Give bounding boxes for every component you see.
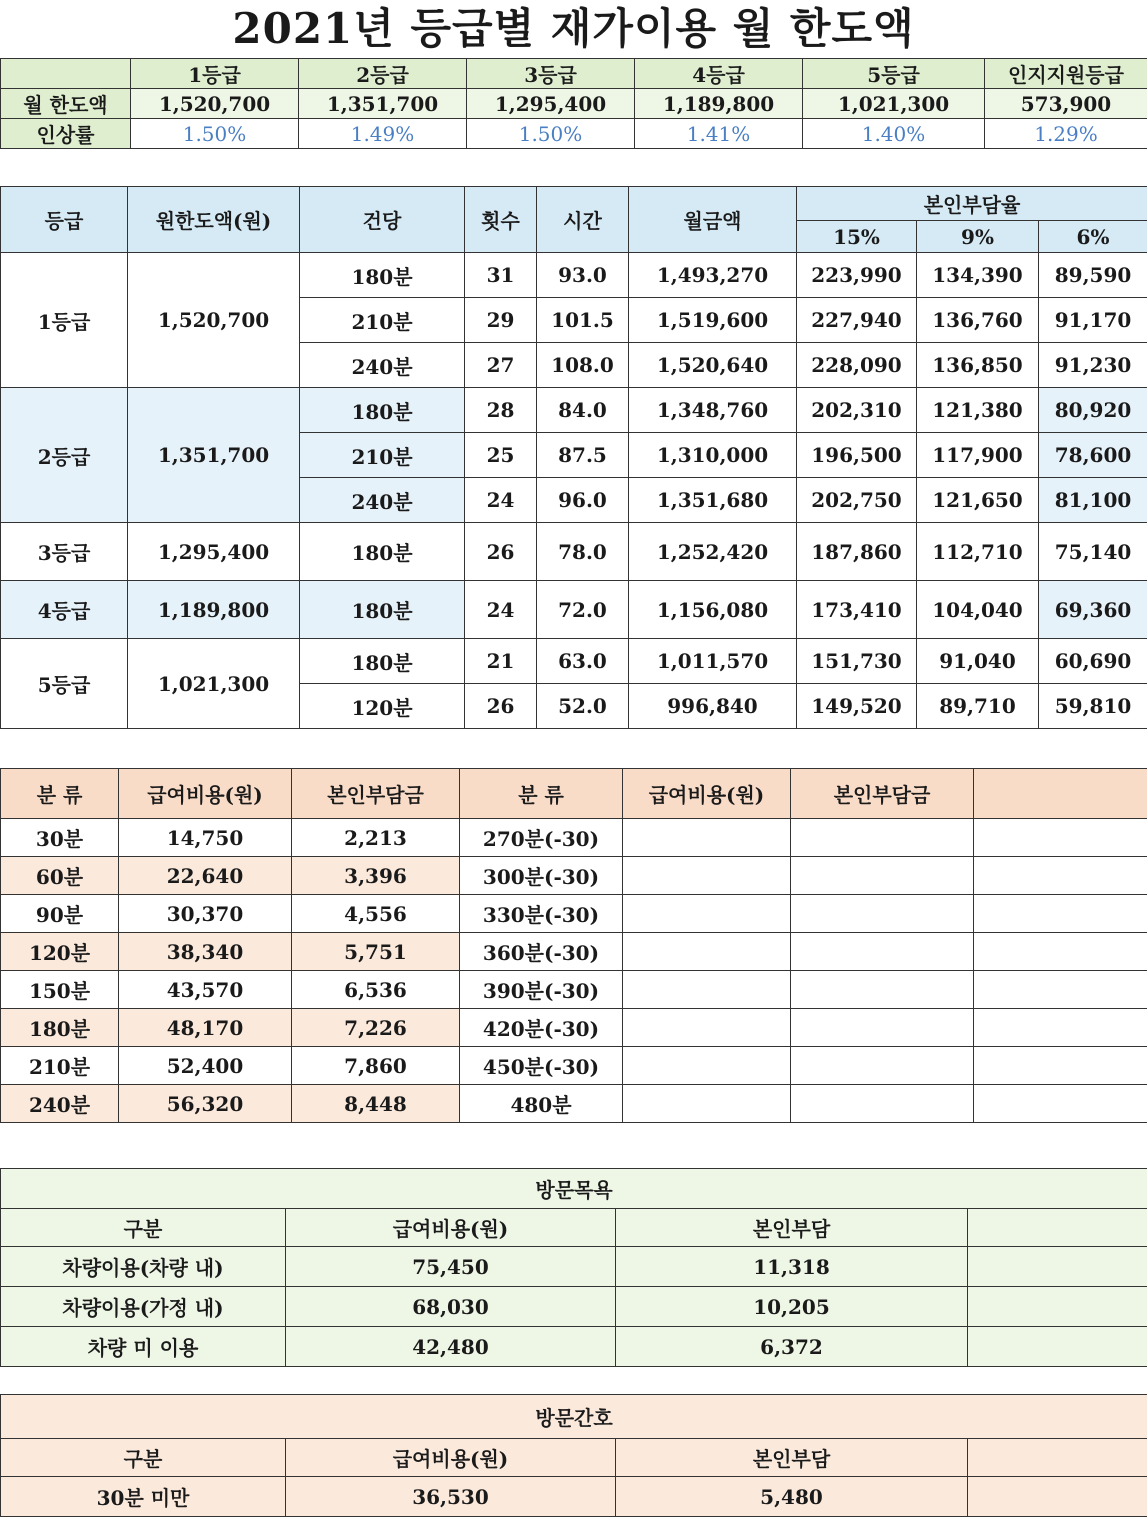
- header-blank: [974, 769, 1147, 819]
- benefit-cell: 52,400: [119, 1047, 292, 1085]
- copay-cell: 7,860: [292, 1047, 460, 1085]
- copay-6-cell: 69,360: [1039, 581, 1147, 639]
- time-cell: 96.0: [537, 478, 629, 523]
- count-cell: 28: [465, 388, 537, 433]
- copay-cell: 8,448: [292, 1085, 460, 1123]
- benefit-cell: 75,450: [286, 1247, 616, 1287]
- monthly-cell: 1,348,760: [629, 388, 797, 433]
- copay-cell: [791, 857, 974, 895]
- benefit-cell: 68,030: [286, 1287, 616, 1327]
- time-cell: 101.5: [537, 298, 629, 343]
- corner-cell: [1, 59, 131, 89]
- category-cell: 450분(-30): [460, 1047, 623, 1085]
- copay-9-cell: 121,380: [917, 388, 1039, 433]
- header-copay: 본인부담금: [292, 769, 460, 819]
- header-benefit: 급여비용(원): [119, 769, 292, 819]
- visit-nursing-table: [0, 1394, 1147, 1517]
- rate-value: 1.50%: [467, 119, 635, 149]
- monthly-cell: 1,493,270: [629, 253, 797, 298]
- count-cell: 31: [465, 253, 537, 298]
- header-copay: 본인부담: [616, 1439, 968, 1477]
- header-p15: 15%: [797, 221, 917, 253]
- header-count: 횟수: [465, 187, 537, 253]
- benefit-cell: [623, 933, 791, 971]
- header-category: 분 류: [460, 769, 623, 819]
- rate-value: 1.41%: [635, 119, 803, 149]
- copay-cell: [791, 933, 974, 971]
- detail-header-row: [1, 187, 1147, 221]
- header-grade: 등급: [1, 187, 128, 253]
- count-cell: 29: [465, 298, 537, 343]
- copay-15-cell: 202,750: [797, 478, 917, 523]
- grade-cell: 4등급: [1, 581, 128, 639]
- copay-cell: 5,480: [616, 1477, 968, 1517]
- detail-row: [1, 253, 1147, 298]
- grade-header-cell: 4등급: [635, 59, 803, 89]
- copay-cell: 7,226: [292, 1009, 460, 1047]
- category-cell: 차량이용(차량 내): [1, 1247, 286, 1287]
- benefit-cell: [623, 819, 791, 857]
- monthly-cell: 1,520,640: [629, 343, 797, 388]
- cost-row: [1, 1085, 1147, 1123]
- grade-header-cell: 2등급: [299, 59, 467, 89]
- category-cell: 240분: [1, 1085, 119, 1123]
- header-time: 시간: [537, 187, 629, 253]
- rate-row: [1, 119, 1147, 149]
- count-cell: 24: [465, 478, 537, 523]
- category-cell: 330분(-30): [460, 895, 623, 933]
- limit-cell: 1,351,700: [128, 388, 300, 523]
- benefit-cell: 30,370: [119, 895, 292, 933]
- benefit-cell: 48,170: [119, 1009, 292, 1047]
- bath-row: [1, 1327, 1147, 1367]
- per-cell: 120분: [300, 684, 465, 729]
- header-category: 구분: [1, 1439, 286, 1477]
- grade-header-cell: 5등급: [803, 59, 985, 89]
- benefit-cell: [623, 857, 791, 895]
- copay-9-cell: 91,040: [917, 639, 1039, 684]
- copay-15-cell: 187,860: [797, 523, 917, 581]
- bath-title: 방문목욕: [1, 1169, 1147, 1209]
- cost-row: [1, 971, 1147, 1009]
- grade-limit-table: [0, 58, 1147, 149]
- copay-cell: [791, 1047, 974, 1085]
- cost-row: [1, 933, 1147, 971]
- blank-cell: [974, 857, 1147, 895]
- category-cell: 180분: [1, 1009, 119, 1047]
- rate-value: 1.50%: [131, 119, 299, 149]
- count-cell: 25: [465, 433, 537, 478]
- limit-value: 1,351,700: [299, 89, 467, 119]
- benefit-cell: 14,750: [119, 819, 292, 857]
- limit-value: 1,295,400: [467, 89, 635, 119]
- category-cell: 차량이용(가정 내): [1, 1287, 286, 1327]
- rate-value: 1.40%: [803, 119, 985, 149]
- per-cell: 210분: [300, 433, 465, 478]
- blank-cell: [974, 1009, 1147, 1047]
- monthly-cell: 1,310,000: [629, 433, 797, 478]
- per-cell: 240분: [300, 343, 465, 388]
- blank-cell: [974, 895, 1147, 933]
- grade-header-cell: 3등급: [467, 59, 635, 89]
- copay-cell: 4,556: [292, 895, 460, 933]
- copay-15-cell: 196,500: [797, 433, 917, 478]
- copay-9-cell: 134,390: [917, 253, 1039, 298]
- time-cell: 72.0: [537, 581, 629, 639]
- copay-9-cell: 104,040: [917, 581, 1039, 639]
- header-category: 구분: [1, 1209, 286, 1247]
- nursing-title: 방문간호: [1, 1395, 1147, 1439]
- count-cell: 26: [465, 684, 537, 729]
- time-cell: 108.0: [537, 343, 629, 388]
- per-cell: 180분: [300, 639, 465, 684]
- copay-9-cell: 136,850: [917, 343, 1039, 388]
- limit-cell: 1,021,300: [128, 639, 300, 729]
- copay-6-cell: 78,600: [1039, 433, 1147, 478]
- bath-row: [1, 1287, 1147, 1327]
- visit-bath-table: [0, 1168, 1147, 1367]
- header-p6: 6%: [1039, 221, 1147, 253]
- copay-cell: 11,318: [616, 1247, 968, 1287]
- blank-cell: [974, 971, 1147, 1009]
- benefit-cell: 38,340: [119, 933, 292, 971]
- category-cell: 120분: [1, 933, 119, 971]
- cost-row: [1, 895, 1147, 933]
- copay-6-cell: 80,920: [1039, 388, 1147, 433]
- detail-row: [1, 639, 1147, 684]
- monthly-cell: 996,840: [629, 684, 797, 729]
- count-cell: 27: [465, 343, 537, 388]
- grade-header-row: [1, 59, 1147, 89]
- category-cell: 300분(-30): [460, 857, 623, 895]
- grade-header-cell: 1등급: [131, 59, 299, 89]
- copay-cell: [791, 1009, 974, 1047]
- blank-cell: [968, 1247, 1147, 1287]
- copay-15-cell: 227,940: [797, 298, 917, 343]
- limit-value: 1,520,700: [131, 89, 299, 119]
- detail-row: [1, 523, 1147, 581]
- header-benefit: 급여비용(원): [286, 1439, 616, 1477]
- row-label: 인상률: [1, 119, 131, 149]
- copay-cell: 3,396: [292, 857, 460, 895]
- copay-15-cell: 223,990: [797, 253, 917, 298]
- header-category: 분 류: [1, 769, 119, 819]
- category-cell: 360분(-30): [460, 933, 623, 971]
- header-limit: 원한도액(원): [128, 187, 300, 253]
- count-cell: 26: [465, 523, 537, 581]
- header-copay: 본인부담율: [797, 187, 1147, 221]
- per-cell: 180분: [300, 253, 465, 298]
- copay-6-cell: 91,230: [1039, 343, 1147, 388]
- blank-cell: [974, 1085, 1147, 1123]
- limit-value: 573,900: [985, 89, 1147, 119]
- monthly-cell: 1,011,570: [629, 639, 797, 684]
- monthly-cell: 1,519,600: [629, 298, 797, 343]
- detail-row: [1, 581, 1147, 639]
- per-cell: 240분: [300, 478, 465, 523]
- cost-row: [1, 1047, 1147, 1085]
- copay-15-cell: 202,310: [797, 388, 917, 433]
- benefit-cell: [623, 895, 791, 933]
- detail-row: [1, 388, 1147, 433]
- header-blank: [968, 1209, 1147, 1247]
- time-cell: 63.0: [537, 639, 629, 684]
- monthly-cell: 1,156,080: [629, 581, 797, 639]
- blank-cell: [968, 1327, 1147, 1367]
- benefit-cell: 42,480: [286, 1327, 616, 1367]
- limit-value: 1,021,300: [803, 89, 985, 119]
- cost-row: [1, 857, 1147, 895]
- time-cell: 84.0: [537, 388, 629, 433]
- limit-row: [1, 89, 1147, 119]
- copay-9-cell: 136,760: [917, 298, 1039, 343]
- bath-row: [1, 1247, 1147, 1287]
- header-blank: [968, 1439, 1147, 1477]
- copay-6-cell: 60,690: [1039, 639, 1147, 684]
- count-cell: 21: [465, 639, 537, 684]
- category-cell: 30분: [1, 819, 119, 857]
- cost-row: [1, 1009, 1147, 1047]
- blank-cell: [974, 1047, 1147, 1085]
- copay-cell: 2,213: [292, 819, 460, 857]
- time-cell: 93.0: [537, 253, 629, 298]
- benefit-cell: 43,570: [119, 971, 292, 1009]
- copay-9-cell: 112,710: [917, 523, 1039, 581]
- per-cell: 210분: [300, 298, 465, 343]
- copay-15-cell: 151,730: [797, 639, 917, 684]
- category-cell: 390분(-30): [460, 971, 623, 1009]
- grade-header-cell: 인지지원등급: [985, 59, 1147, 89]
- copay-15-cell: 173,410: [797, 581, 917, 639]
- benefit-cell: [623, 1085, 791, 1123]
- header-benefit: 급여비용(원): [286, 1209, 616, 1247]
- copay-6-cell: 59,810: [1039, 684, 1147, 729]
- bath-title-row: [1, 1169, 1147, 1209]
- rate-value: 1.29%: [985, 119, 1147, 149]
- blank-cell: [968, 1477, 1147, 1517]
- grade-cell: 5등급: [1, 639, 128, 729]
- header-monthly: 월금액: [629, 187, 797, 253]
- copay-cell: [791, 1085, 974, 1123]
- cost-row: [1, 819, 1147, 857]
- limit-cell: 1,295,400: [128, 523, 300, 581]
- copay-9-cell: 89,710: [917, 684, 1039, 729]
- category-cell: 480분: [460, 1085, 623, 1123]
- copay-cell: [791, 819, 974, 857]
- copay-15-cell: 149,520: [797, 684, 917, 729]
- per-cell: 180분: [300, 523, 465, 581]
- blank-cell: [968, 1287, 1147, 1327]
- unit-cost-table: [0, 768, 1147, 1123]
- grade-cell: 2등급: [1, 388, 128, 523]
- time-cell: 52.0: [537, 684, 629, 729]
- blank-cell: [974, 819, 1147, 857]
- limit-cell: 1,189,800: [128, 581, 300, 639]
- category-cell: 차량 미 이용: [1, 1327, 286, 1367]
- grade-detail-table: [0, 186, 1147, 729]
- copay-6-cell: 89,590: [1039, 253, 1147, 298]
- category-cell: 30분 미만: [1, 1477, 286, 1517]
- benefit-cell: [623, 1009, 791, 1047]
- per-cell: 180분: [300, 581, 465, 639]
- grade-cell: 1등급: [1, 253, 128, 388]
- benefit-cell: [623, 971, 791, 1009]
- copay-6-cell: 91,170: [1039, 298, 1147, 343]
- page-title: 2021년 등급별 재가이용 월 한도액: [0, 2, 1147, 56]
- limit-cell: 1,520,700: [128, 253, 300, 388]
- copay-cell: 5,751: [292, 933, 460, 971]
- grade-cell: 3등급: [1, 523, 128, 581]
- time-cell: 87.5: [537, 433, 629, 478]
- header-per: 건당: [300, 187, 465, 253]
- copay-9-cell: 117,900: [917, 433, 1039, 478]
- copay-6-cell: 81,100: [1039, 478, 1147, 523]
- benefit-cell: 56,320: [119, 1085, 292, 1123]
- category-cell: 60분: [1, 857, 119, 895]
- blank-cell: [974, 933, 1147, 971]
- copay-15-cell: 228,090: [797, 343, 917, 388]
- count-cell: 24: [465, 581, 537, 639]
- benefit-cell: 22,640: [119, 857, 292, 895]
- rate-value: 1.49%: [299, 119, 467, 149]
- category-cell: 90분: [1, 895, 119, 933]
- category-cell: 210분: [1, 1047, 119, 1085]
- header-copay: 본인부담금: [791, 769, 974, 819]
- copay-9-cell: 121,650: [917, 478, 1039, 523]
- cost-header-row: [1, 769, 1147, 819]
- category-cell: 150분: [1, 971, 119, 1009]
- monthly-cell: 1,351,680: [629, 478, 797, 523]
- per-cell: 180분: [300, 388, 465, 433]
- copay-cell: [791, 971, 974, 1009]
- header-benefit: 급여비용(원): [623, 769, 791, 819]
- copay-cell: 6,372: [616, 1327, 968, 1367]
- nursing-header-row: [1, 1439, 1147, 1477]
- benefit-cell: [623, 1047, 791, 1085]
- bath-header-row: [1, 1209, 1147, 1247]
- header-p9: 9%: [917, 221, 1039, 253]
- copay-cell: 6,536: [292, 971, 460, 1009]
- category-cell: 420분(-30): [460, 1009, 623, 1047]
- nursing-row: [1, 1477, 1147, 1517]
- nursing-title-row: [1, 1395, 1147, 1439]
- category-cell: 270분(-30): [460, 819, 623, 857]
- header-copay: 본인부담: [616, 1209, 968, 1247]
- row-label: 월 한도액: [1, 89, 131, 119]
- copay-cell: [791, 895, 974, 933]
- copay-cell: 10,205: [616, 1287, 968, 1327]
- benefit-cell: 36,530: [286, 1477, 616, 1517]
- limit-value: 1,189,800: [635, 89, 803, 119]
- copay-6-cell: 75,140: [1039, 523, 1147, 581]
- time-cell: 78.0: [537, 523, 629, 581]
- monthly-cell: 1,252,420: [629, 523, 797, 581]
